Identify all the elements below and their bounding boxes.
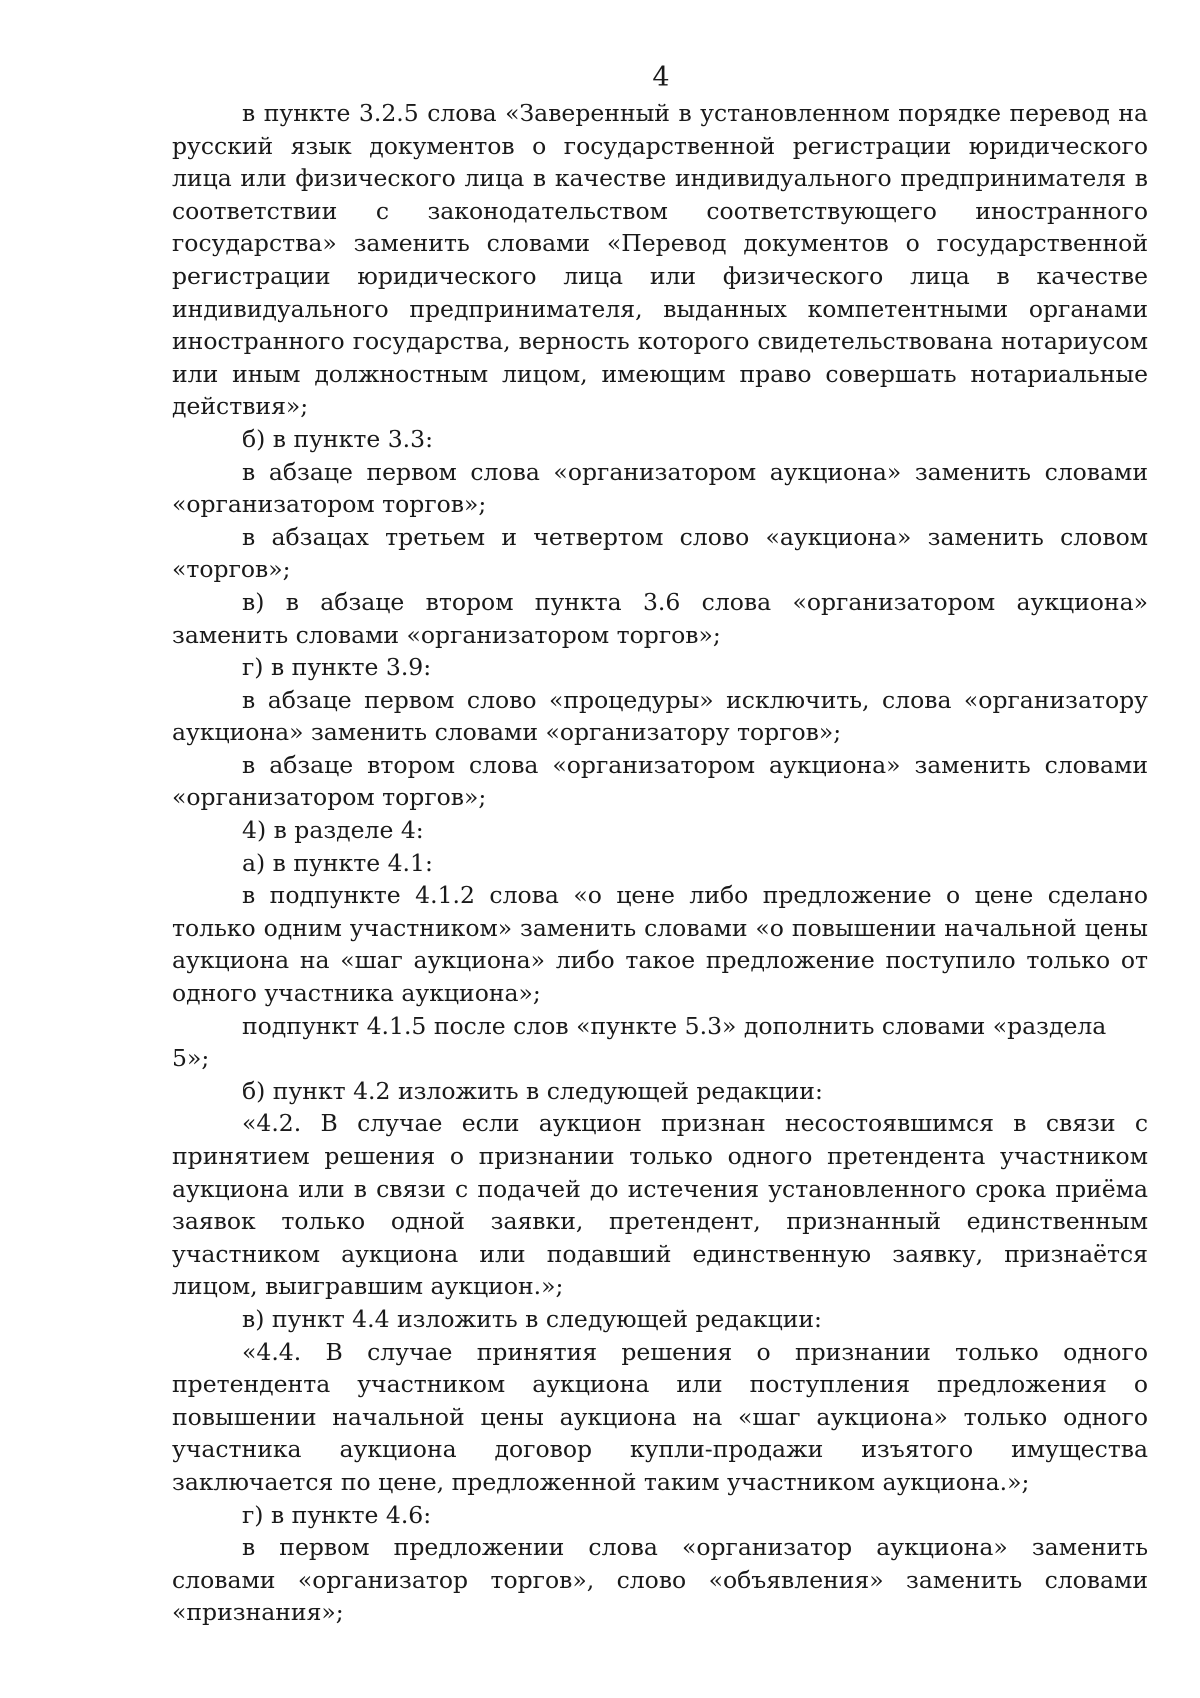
document-body (172, 97, 1148, 1629)
paragraph-4-1-5: подпункт 4.1.5 после слов «пункте 5.3» дополнить словами «раздела 5»; (172, 1011, 1107, 1073)
paragraph-4-4-new-text: «4.4. В случае принятия решения о признании только одного претендента участником аукциона или поступления предложения о повышении начальной цены аукциона на «шаг аукциона» только одного участника аукциона договор купли-продажи изъятого имущества заключается по цене, предложенной таким участником аукциона.»; (172, 1337, 1148, 1496)
paragraph-item-b-4-2: б) пункт 4.2 изложить в следующей редакции: (242, 1076, 823, 1105)
paragraph-3-3-third-fourth-abzac: в абзацах третьем и четвертом слово «аукциона» заменить словом «торгов»; (172, 522, 1148, 584)
page-number: 4 (652, 62, 670, 93)
paragraph-item-v-4-4: в) пункт 4.4 изложить в следующей редакции: (242, 1304, 822, 1333)
paragraph-4-1-2: в подпункте 4.1.2 слова «о цене либо предложение о цене сделано только одним участником» заменить словами «о повышении начальной цены аукциона на «шаг аукциона» либо такое предложение поступило только от одного участника аукциона»; (172, 881, 1148, 1008)
paragraph-section-4: 4) в разделе 4: (242, 816, 424, 845)
paragraph-3-3-first-abzac: в абзаце первом слова «организатором аукциона» заменить словами «организатором торгов»; (172, 457, 1148, 519)
paragraph-item-b-3-3: б) в пункте 3.3: (242, 424, 433, 453)
paragraph-4-6-first-sentence: в первом предложении слова «организатор аукциона» заменить словами «организатор торгов», слово «объявления» заменить словами «признания»; (172, 1533, 1148, 1627)
paragraph-item-v-3-6: в) в абзаце втором пункта 3.6 слова «организатором аукциона» заменить словами «организатором торгов»; (172, 587, 1148, 649)
paragraph-item-g-3-9: г) в пункте 3.9: (242, 653, 432, 682)
paragraph-3-2-5-amendment: в пункте 3.2.5 слова «Заверенный в установленном порядке перевод на русский язык документов о государственной регистрации юридического лица или физического лица в качестве индивидуального предпринимателя в соответствии с законодательством соответствующего иностранного государства» заменить словами «Перевод документов о государственной регистрации юридического лица или физического лица в качестве индивидуального предпринимателя, выданных компетентными органами иностранного государства, верность которого свидетельствована нотариусом или иным должностным лицом, имеющим право совершать нотариальные действия»; (172, 99, 1148, 421)
paragraph-3-9-second-abzac: в абзаце втором слова «организатором аукциона» заменить словами «организатором торгов»; (172, 750, 1148, 812)
paragraph-item-a-4-1: а) в пункте 4.1: (242, 848, 433, 877)
paragraph-4-2-new-text: «4.2. В случае если аукцион признан несостоявшимся в связи с принятием решения о признании только одного претендента участником аукциона или в связи с подачей до истечения установленного срока приёма заявок только одной заявки, претендент, признанный единственным участником аукциона или подавший единственную заявку, признаётся лицом, выигравшим аукцион.»; (172, 1109, 1148, 1301)
paragraph-3-9-first-abzac: в абзаце первом слово «процедуры» исключить, слова «организатору аукциона» заменить словами «организатору торгов»; (172, 685, 1148, 747)
paragraph-item-g-4-6: г) в пункте 4.6: (242, 1500, 432, 1529)
